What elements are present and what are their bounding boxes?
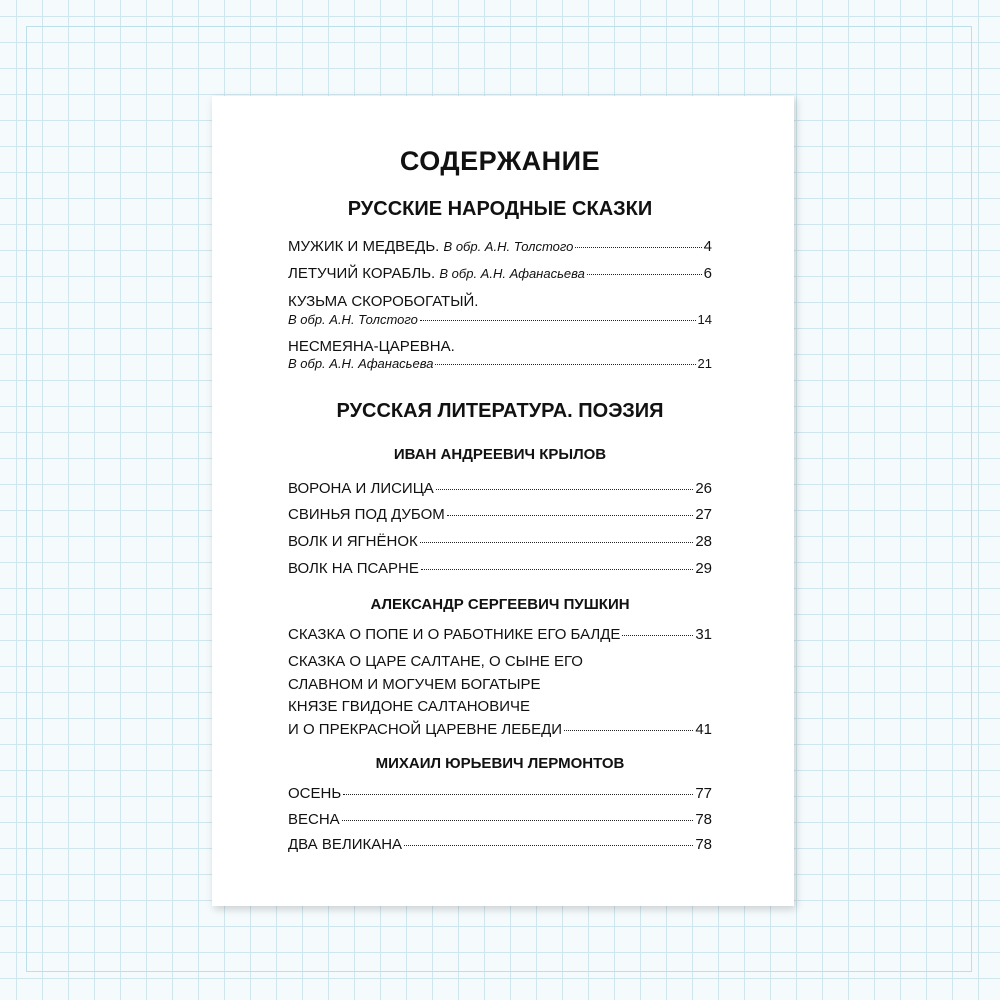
- dot-leader: [435, 364, 695, 365]
- entry-page: 27: [695, 506, 712, 523]
- entry-note: В обр. А.Н. Толстого: [443, 239, 574, 254]
- toc-entry[interactable]: [288, 560, 712, 577]
- entry-note: В обр. А.Н. Афанасьева: [288, 356, 434, 371]
- section-heading-folk-tales: РУССКИЕ НАРОДНЫЕ СКАЗКИ: [347, 198, 653, 220]
- entry-title: СВИНЬЯ ПОД ДУБОМ: [288, 506, 445, 523]
- entry-title: СКАЗКА О ПОПЕ И О РАБОТНИКЕ ЕГО БАЛДЕ: [288, 626, 621, 643]
- entry-title: ДВА ВЕЛИКАНА: [288, 836, 403, 853]
- entry-page: 4: [703, 238, 712, 255]
- author-heading: МИХАИЛ ЮРЬЕВИЧ ЛЕРМОНТОВ: [375, 755, 625, 772]
- page-title: СОДЕРЖАНИЕ: [399, 146, 601, 176]
- entry-page: 77: [695, 785, 712, 802]
- entry-title: МУЖИК И МЕДВЕДЬ.: [288, 238, 440, 255]
- entry-title-line[interactable]: СКАЗКА О ЦАРЕ САЛТАНЕ, О СЫНЕ ЕГО: [288, 653, 583, 670]
- toc-entry[interactable]: [288, 626, 712, 643]
- entry-page: 29: [695, 560, 712, 577]
- entry-title: ЛЕТУЧИЙ КОРАБЛЬ.: [288, 265, 436, 282]
- entry-title-line[interactable]: СЛАВНОМ И МОГУЧЕМ БОГАТЫРЕ: [288, 676, 541, 693]
- dot-leader: [421, 569, 693, 570]
- entry-note: В обр. А.Н. Афанасьева: [439, 266, 585, 281]
- toc-entry[interactable]: [288, 836, 712, 853]
- entry-title: ОСЕНЬ: [288, 785, 342, 802]
- dot-leader: [622, 635, 693, 636]
- entry-title: ВОЛК И ЯГНЁНОК: [288, 533, 418, 550]
- entry-page: 26: [695, 480, 712, 497]
- entry-page: 6: [703, 265, 712, 282]
- entry-page: 31: [695, 626, 712, 643]
- section-heading-poetry: РУССКАЯ ЛИТЕРАТУРА. ПОЭЗИЯ: [336, 400, 664, 422]
- dot-leader: [420, 320, 696, 321]
- toc-entry[interactable]: [288, 312, 712, 327]
- toc-entry[interactable]: [288, 506, 712, 523]
- toc-entry[interactable]: [288, 480, 712, 497]
- entry-page: 41: [695, 721, 712, 738]
- entry-page: 78: [695, 836, 712, 853]
- entry-page: 14: [697, 312, 712, 327]
- toc-entry[interactable]: [288, 356, 712, 371]
- dot-leader: [343, 794, 693, 795]
- entry-title: ВЕСНА: [288, 811, 340, 828]
- dot-leader: [564, 730, 693, 731]
- toc-entry[interactable]: [288, 785, 712, 802]
- toc-entry[interactable]: [288, 811, 712, 828]
- dot-leader: [587, 274, 702, 275]
- dot-leader: [404, 845, 693, 846]
- entry-title-line: И О ПРЕКРАСНОЙ ЦАРЕВНЕ ЛЕБЕДИ: [288, 721, 563, 738]
- toc-entry[interactable]: [288, 265, 712, 282]
- entry-title: ВОРОНА И ЛИСИЦА: [288, 480, 434, 497]
- toc-entry[interactable]: [288, 533, 712, 550]
- entry-note: В обр. А.Н. Толстого: [288, 312, 418, 327]
- entry-title[interactable]: НЕСМЕЯНА-ЦАРЕВНА.: [288, 338, 455, 355]
- dot-leader: [436, 489, 694, 490]
- author-heading: ИВАН АНДРЕЕВИЧ КРЫЛОВ: [393, 446, 607, 463]
- entry-title-line[interactable]: КНЯЗЕ ГВИДОНЕ САЛТАНОВИЧЕ: [288, 698, 531, 715]
- entry-page: 78: [695, 811, 712, 828]
- dot-leader: [575, 247, 701, 248]
- dot-leader: [447, 515, 694, 516]
- dot-leader: [420, 542, 694, 543]
- entry-title: ВОЛК НА ПСАРНЕ: [288, 560, 419, 577]
- toc-entry[interactable]: [288, 721, 712, 738]
- toc-entry[interactable]: [288, 238, 712, 255]
- author-heading: АЛЕКСАНДР СЕРГЕЕВИЧ ПУШКИН: [370, 596, 630, 613]
- dot-leader: [342, 820, 694, 821]
- entry-page: 21: [697, 356, 712, 371]
- entry-page: 28: [695, 533, 712, 550]
- entry-title[interactable]: КУЗЬМА СКОРОБОГАТЫЙ.: [288, 293, 479, 310]
